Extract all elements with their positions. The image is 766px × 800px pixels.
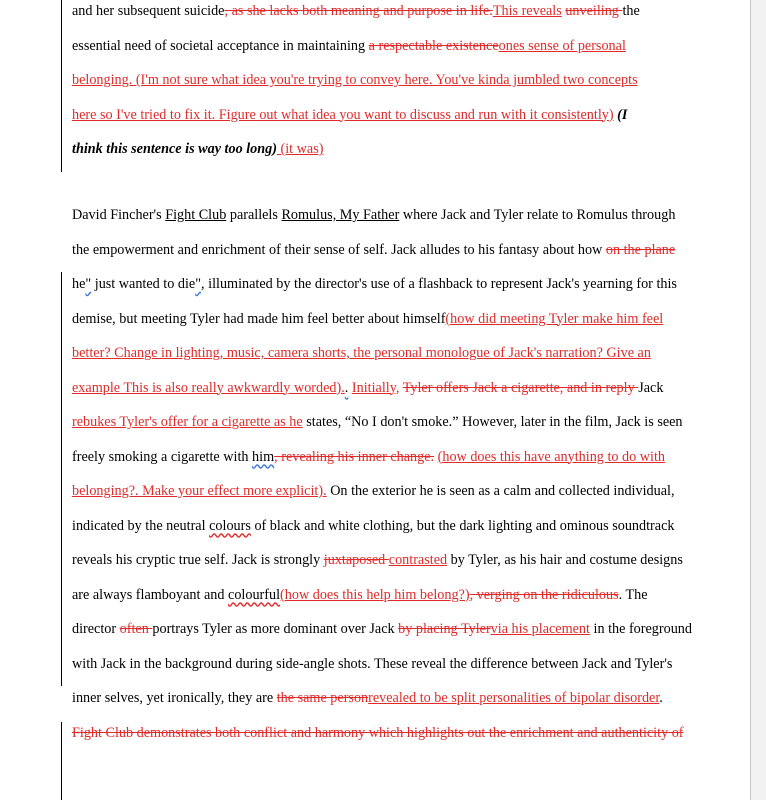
inserted-comment[interactable]: (how does this help him belong?) bbox=[280, 586, 470, 603]
change-bar bbox=[61, 722, 62, 800]
film-title: Fight Club bbox=[165, 207, 227, 223]
inserted-text[interactable]: Initially, bbox=[351, 379, 400, 396]
deleted-text[interactable]: Fight Club demonstrates both conflict and harmony which highlights out the enrichment and authenticity of bbox=[72, 724, 684, 741]
deleted-text[interactable]: often bbox=[119, 621, 153, 637]
text-run: . The director bbox=[72, 586, 648, 637]
text-run: , illuminated by the director's use of a flashback to represent Jack's yearning for this demise, but meeting Tyler had made him feel better about himself bbox=[72, 276, 677, 327]
text-run: by Tyler, as his hair and costume designs are always flamboyant and bbox=[72, 552, 683, 603]
text-run: On the exterior he is seen as a calm and collected individual, indicated by the neutral bbox=[72, 483, 675, 534]
text-run: and her subsequent suicide bbox=[72, 3, 225, 19]
text-run: the bbox=[622, 3, 640, 19]
text-run: Jack bbox=[638, 379, 664, 396]
text-run: essential need of societal acceptance in maintaining bbox=[72, 37, 369, 54]
inserted-comment[interactable]: (how does this have anything to do with belonging?. Make your effect more explicit). bbox=[72, 448, 665, 499]
film-title: Romulus, My Father bbox=[281, 207, 400, 223]
inserted-comment[interactable]: (how did meeting Tyler make him feel better? Change in lighting, music, camera shorts, the personal monologue of Jack's narration? Give an example This is also really awkwardly worded). bbox=[72, 310, 664, 396]
deleted-text[interactable]: a respectable existence bbox=[368, 37, 499, 54]
change-bar bbox=[61, 0, 62, 172]
deleted-text[interactable]: juxtaposed bbox=[323, 552, 389, 568]
change-bar bbox=[61, 272, 62, 686]
inserted-comment[interactable]: here so I've tried to fix it. Figure out what idea you want to discuss and run with it consistently) bbox=[72, 106, 614, 123]
inserted-text[interactable]: This reveals bbox=[492, 3, 562, 19]
grammar-squiggle[interactable]: " bbox=[85, 276, 92, 292]
text-run: portrays Tyler as more dominant over Jack bbox=[152, 621, 399, 637]
deleted-text[interactable]: , verging on the ridiculous bbox=[469, 586, 619, 603]
spelling-squiggle[interactable]: colourful bbox=[228, 586, 281, 603]
deleted-text[interactable]: , revealing his inner change. bbox=[274, 448, 435, 465]
paragraph-2[interactable] bbox=[72, 198, 692, 750]
deleted-text[interactable]: unveiling bbox=[565, 3, 623, 19]
vertical-scrollbar[interactable] bbox=[750, 0, 766, 800]
bold-italic-comment: think this sentence is way too long) bbox=[72, 141, 277, 157]
deleted-text[interactable]: the same person bbox=[276, 690, 369, 706]
text-run: . bbox=[659, 690, 663, 706]
text-run: of black and white clothing, but the dark lighting and ominous soundtrack reveals his cryptic true self. Jack is strongly bbox=[72, 517, 675, 568]
deleted-text[interactable]: by placing Tyler bbox=[398, 621, 491, 637]
paragraph-1[interactable] bbox=[72, 0, 692, 167]
inserted-text[interactable]: via his placement bbox=[490, 621, 590, 637]
text-run: he bbox=[72, 276, 86, 292]
inserted-text[interactable]: contrasted bbox=[388, 552, 448, 568]
text-run: parallels bbox=[226, 207, 282, 223]
text-run: just wanted to die bbox=[91, 276, 196, 292]
inserted-text[interactable]: ones sense of personal bbox=[498, 37, 626, 54]
text-run: David Fincher's bbox=[72, 207, 166, 223]
grammar-squiggle[interactable]: . bbox=[344, 379, 349, 396]
inserted-text[interactable]: revealed to be split personalities of bipolar disorder bbox=[368, 690, 660, 706]
grammar-squiggle[interactable]: " bbox=[195, 276, 202, 292]
text-run: states, “No I don't smoke.” However, later in the film, Jack is seen freely smoking a cigarette with bbox=[72, 414, 683, 465]
inserted-comment[interactable]: belonging. (I'm not sure what idea you're trying to convey here. You've kinda jumbled two concepts bbox=[72, 72, 638, 88]
text-run: in the foreground with Jack in the background during side-angle shots. These reveal the difference between Jack and Tyler's inner selves, yet ironically, they are bbox=[72, 621, 692, 706]
inserted-comment[interactable]: (it was) bbox=[276, 141, 324, 157]
deleted-text[interactable]: on the plane bbox=[605, 241, 676, 258]
deleted-text[interactable]: Tyler offers Jack a cigarette, and in reply bbox=[402, 379, 639, 396]
inserted-text[interactable]: rebukes Tyler's offer for a cigarette as he bbox=[72, 414, 303, 430]
text-run: where Jack and Tyler relate to Romulus through the empowerment and enrichment of their sense of self. Jack alludes to his fantasy about how bbox=[72, 207, 676, 258]
deleted-text[interactable]: , as she lacks both meaning and purpose in life. bbox=[224, 3, 493, 19]
grammar-squiggle[interactable]: him bbox=[252, 448, 275, 465]
bold-italic-comment: (I bbox=[613, 106, 628, 123]
spelling-squiggle[interactable]: colours bbox=[209, 517, 251, 534]
